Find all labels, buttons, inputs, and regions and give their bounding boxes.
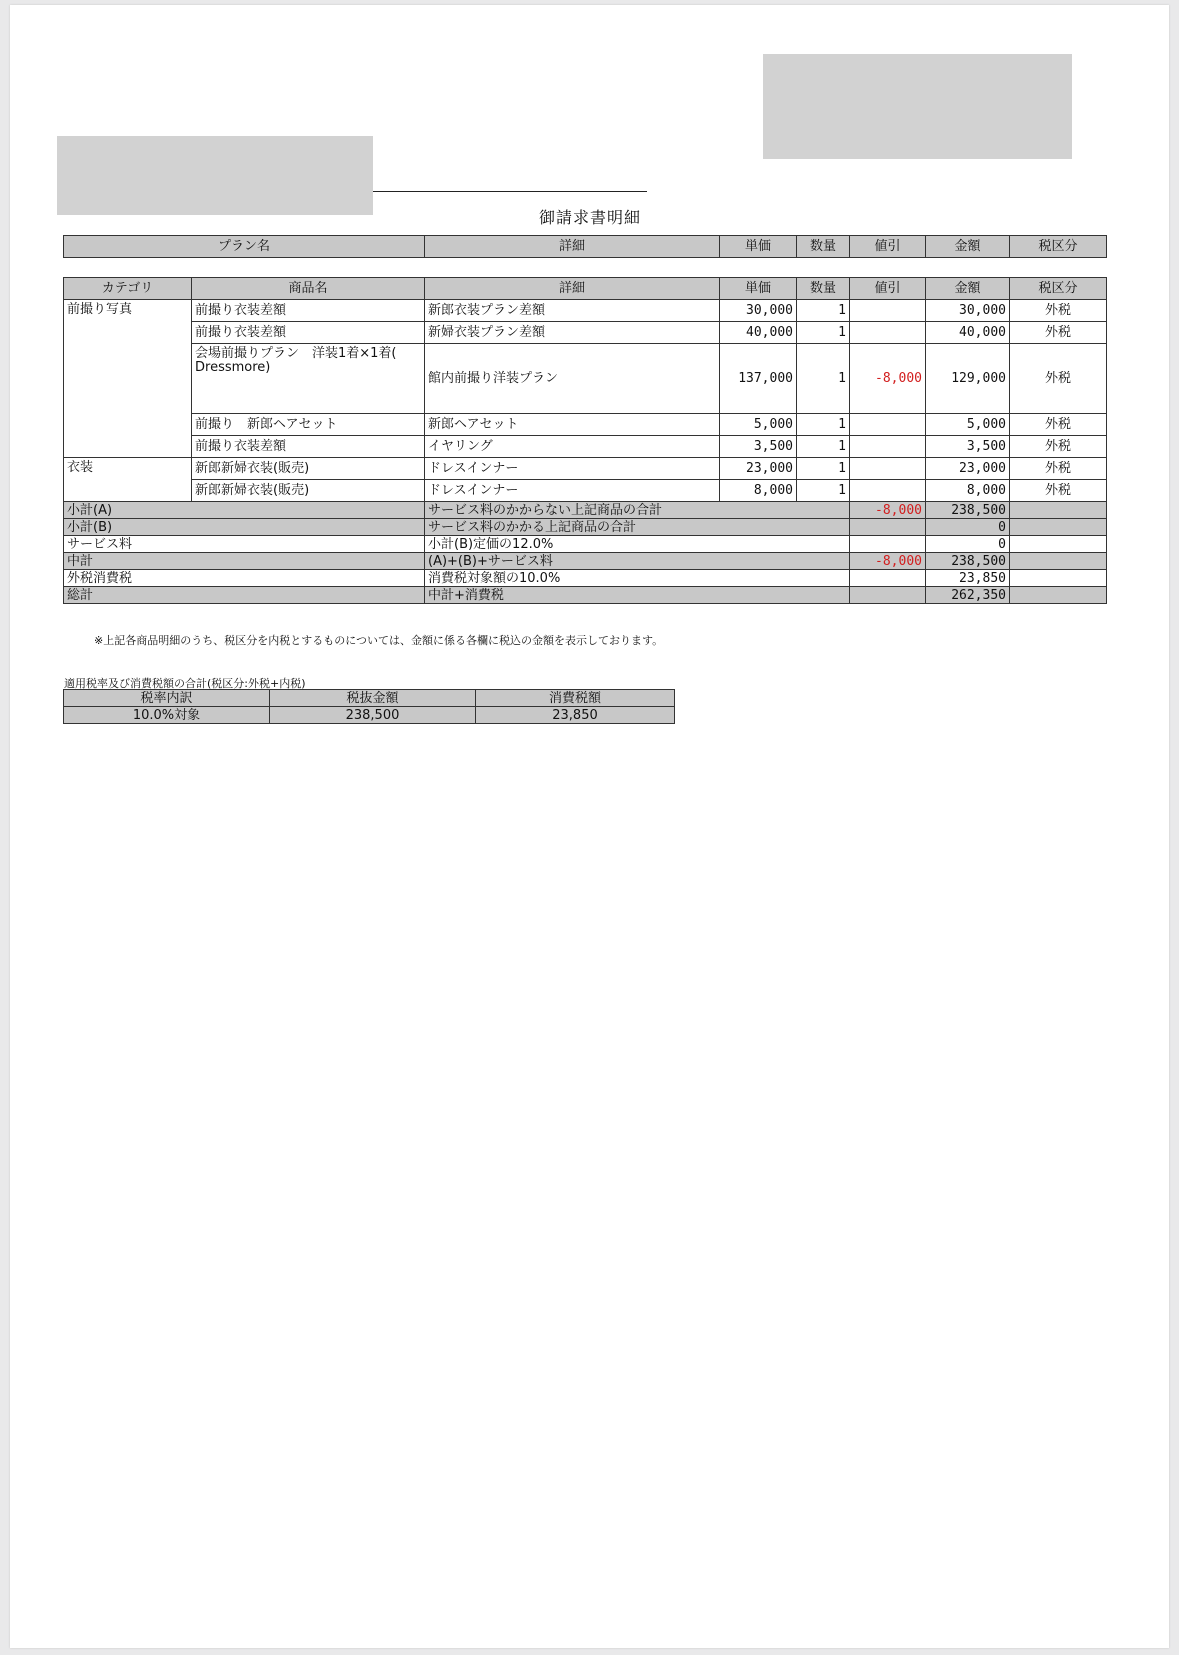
product-name-cell: 前撮り衣装差額 — [192, 436, 425, 458]
header-unit-price: 単価 — [720, 236, 797, 258]
tax-amount-cell: 23,850 — [476, 707, 675, 724]
product-name-cell: 前撮り衣装差額 — [192, 300, 425, 322]
summary-label: 外税消費税 — [64, 570, 425, 587]
table-row — [64, 458, 1107, 480]
summary-discount — [850, 570, 926, 587]
qty-cell: 1 — [797, 300, 850, 322]
detail-cell: 新郎ヘアセット — [425, 414, 720, 436]
qty-cell: 1 — [797, 322, 850, 344]
summary-desc: サービス料のかかる上記商品の合計 — [425, 519, 850, 536]
summary-tax-empty — [1010, 570, 1107, 587]
summary-row-subtotal-b — [64, 519, 1107, 536]
table-row — [64, 322, 1107, 344]
table-row — [64, 344, 1107, 414]
tax-type-cell: 外税 — [1010, 300, 1107, 322]
header-detail: 詳細 — [425, 236, 720, 258]
tax-type-cell: 外税 — [1010, 322, 1107, 344]
table-row — [64, 436, 1107, 458]
qty-cell: 1 — [797, 436, 850, 458]
summary-desc: 小計(B)定価の12.0% — [425, 536, 850, 553]
header-discount: 値引 — [850, 278, 926, 300]
discount-cell — [850, 458, 926, 480]
summary-amount: 238,500 — [926, 553, 1010, 570]
unit-price-cell: 3,500 — [720, 436, 797, 458]
detail-cell: イヤリング — [425, 436, 720, 458]
tax-type-cell: 外税 — [1010, 414, 1107, 436]
recipient-underline — [373, 191, 647, 192]
tax-type-cell: 外税 — [1010, 458, 1107, 480]
header-plan-name: プラン名 — [64, 236, 425, 258]
tax-rate-cell: 10.0%対象 — [64, 707, 270, 724]
summary-tax-empty — [1010, 587, 1107, 604]
summary-row-consumption-tax — [64, 570, 1107, 587]
detail-cell: ドレスインナー — [425, 458, 720, 480]
amount-cell: 23,000 — [926, 458, 1010, 480]
table-row — [64, 300, 1107, 322]
summary-discount: -8,000 — [850, 502, 926, 519]
header-tax-amount: 消費税額 — [476, 690, 675, 707]
header-amount: 金額 — [926, 236, 1010, 258]
summary-desc: 中計+消費税 — [425, 587, 850, 604]
tax-footnote: ※上記各商品明細のうち、税区分を内税とするものについては、金額に係る各欄に税込の金額を表示しております。 — [94, 634, 664, 647]
tax-type-cell: 外税 — [1010, 344, 1107, 414]
qty-cell: 1 — [797, 480, 850, 502]
summary-label: 小計(A) — [64, 502, 425, 519]
header-amount: 金額 — [926, 278, 1010, 300]
items-header-row — [64, 278, 1107, 300]
detail-cell: ドレスインナー — [425, 480, 720, 502]
summary-tax-empty — [1010, 502, 1107, 519]
amount-cell: 129,000 — [926, 344, 1010, 414]
summary-discount — [850, 536, 926, 553]
unit-price-cell: 30,000 — [720, 300, 797, 322]
plan-table — [63, 235, 1107, 258]
amount-cell: 8,000 — [926, 480, 1010, 502]
redacted-recipient-name — [57, 136, 373, 215]
summary-desc: サービス料のかからない上記商品の合計 — [425, 502, 850, 519]
summary-discount: -8,000 — [850, 553, 926, 570]
tax-summary-row — [64, 707, 675, 724]
summary-label: 中計 — [64, 553, 425, 570]
summary-amount: 23,850 — [926, 570, 1010, 587]
summary-amount: 262,350 — [926, 587, 1010, 604]
summary-desc: 消費税対象額の10.0% — [425, 570, 850, 587]
summary-row-midtotal — [64, 553, 1107, 570]
summary-discount — [850, 519, 926, 536]
table-row — [64, 480, 1107, 502]
qty-cell: 1 — [797, 458, 850, 480]
header-tax-type: 税区分 — [1010, 278, 1107, 300]
header-product-name: 商品名 — [192, 278, 425, 300]
unit-price-cell: 5,000 — [720, 414, 797, 436]
header-detail: 詳細 — [425, 278, 720, 300]
product-name-cell: 前撮り 新郎ヘアセット — [192, 414, 425, 436]
items-table — [63, 277, 1107, 604]
summary-row-grand-total — [64, 587, 1107, 604]
discount-cell — [850, 480, 926, 502]
category-cell: 前撮り写真 — [64, 300, 192, 458]
header-qty: 数量 — [797, 236, 850, 258]
summary-discount — [850, 587, 926, 604]
product-name-cell: 会場前撮りプラン 洋装1着×1着( Dressmore) — [192, 344, 425, 414]
header-pre-tax-amount: 税抜金額 — [270, 690, 476, 707]
amount-cell: 5,000 — [926, 414, 1010, 436]
pre-tax-amount-cell: 238,500 — [270, 707, 476, 724]
summary-label: 小計(B) — [64, 519, 425, 536]
summary-amount: 238,500 — [926, 502, 1010, 519]
summary-amount: 0 — [926, 519, 1010, 536]
summary-row-subtotal-a — [64, 502, 1107, 519]
tax-summary-caption: 適用税率及び消費税額の合計(税区分:外税+内税) — [64, 677, 306, 690]
product-name-cell: 新郎新婦衣装(販売) — [192, 458, 425, 480]
category-cell: 衣装 — [64, 458, 192, 502]
unit-price-cell: 8,000 — [720, 480, 797, 502]
discount-cell — [850, 414, 926, 436]
unit-price-cell: 40,000 — [720, 322, 797, 344]
summary-amount: 0 — [926, 536, 1010, 553]
summary-desc: (A)+(B)+サービス料 — [425, 553, 850, 570]
detail-cell: 新婦衣装プラン差額 — [425, 322, 720, 344]
product-name-cell: 前撮り衣装差額 — [192, 322, 425, 344]
table-row — [64, 414, 1107, 436]
summary-tax-empty — [1010, 519, 1107, 536]
document-title: 御請求書明細 — [538, 208, 641, 227]
discount-cell: -8,000 — [850, 344, 926, 414]
invoice-page — [10, 5, 1169, 1648]
detail-cell: 館内前撮り洋装プラン — [425, 344, 720, 414]
product-name-cell: 新郎新婦衣装(販売) — [192, 480, 425, 502]
summary-tax-empty — [1010, 553, 1107, 570]
amount-cell: 3,500 — [926, 436, 1010, 458]
qty-cell: 1 — [797, 414, 850, 436]
header-category: カテゴリ — [64, 278, 192, 300]
discount-cell — [850, 300, 926, 322]
plan-header-row — [64, 236, 1107, 258]
header-tax-rate-breakdown: 税率内訳 — [64, 690, 270, 707]
discount-cell — [850, 436, 926, 458]
header-qty: 数量 — [797, 278, 850, 300]
detail-cell: 新郎衣装プラン差額 — [425, 300, 720, 322]
redacted-address-block — [763, 54, 1072, 159]
amount-cell: 30,000 — [926, 300, 1010, 322]
header-tax-type: 税区分 — [1010, 236, 1107, 258]
header-discount: 値引 — [850, 236, 926, 258]
summary-tax-empty — [1010, 536, 1107, 553]
tax-type-cell: 外税 — [1010, 436, 1107, 458]
discount-cell — [850, 322, 926, 344]
tax-summary-table — [63, 689, 675, 724]
tax-type-cell: 外税 — [1010, 480, 1107, 502]
unit-price-cell: 23,000 — [720, 458, 797, 480]
header-unit-price: 単価 — [720, 278, 797, 300]
qty-cell: 1 — [797, 344, 850, 414]
amount-cell: 40,000 — [926, 322, 1010, 344]
tax-summary-header-row — [64, 690, 675, 707]
summary-label: サービス料 — [64, 536, 425, 553]
summary-label: 総計 — [64, 587, 425, 604]
unit-price-cell: 137,000 — [720, 344, 797, 414]
summary-row-service-fee — [64, 536, 1107, 553]
